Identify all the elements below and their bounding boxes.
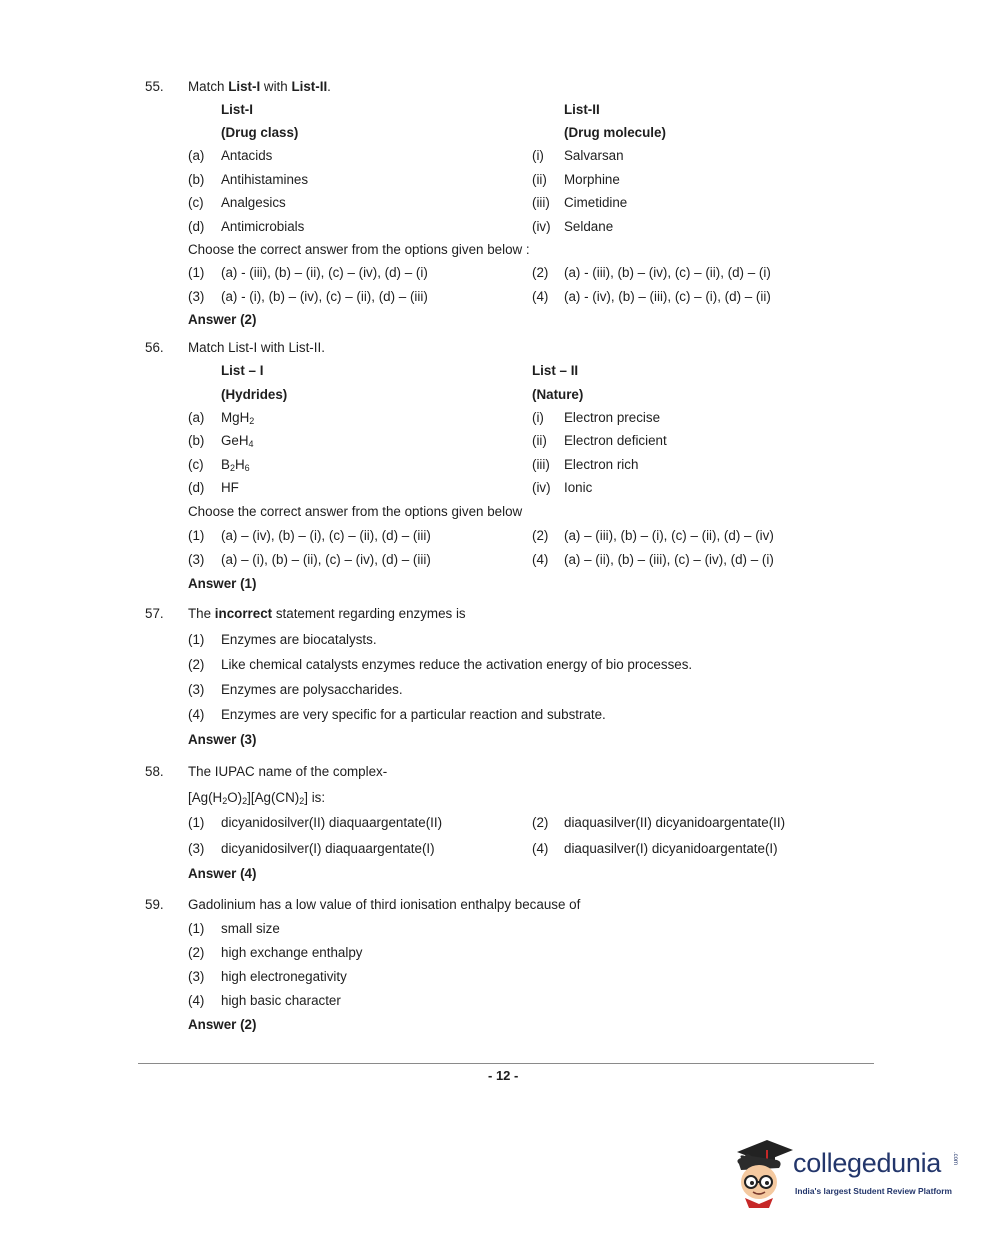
option-key: (1) bbox=[188, 632, 205, 647]
row-value: Electron rich bbox=[564, 457, 639, 472]
row-key: (i) bbox=[532, 410, 544, 425]
row-value: Antacids bbox=[221, 148, 273, 163]
list-1-subheading: (Drug class) bbox=[221, 125, 299, 140]
list-2-subheading: (Nature) bbox=[532, 387, 584, 402]
option-text: Like chemical catalysts enzymes reduce the activation energy of bio processes. bbox=[221, 657, 693, 672]
option-key: (2) bbox=[532, 815, 549, 830]
option-text: (a) - (iii), (b) – (iv), (c) – (ii), (d) – (i) bbox=[564, 265, 771, 280]
option-key: (2) bbox=[188, 945, 205, 960]
row-value: Salvarsan bbox=[564, 148, 624, 163]
question-stem: The incorrect statement regarding enzymes is bbox=[188, 606, 466, 621]
option-text: dicyanidosilver(I) diaquaargentate(I) bbox=[221, 841, 435, 856]
option-text: (a) - (i), (b) – (iv), (c) – (ii), (d) – (iii) bbox=[221, 289, 428, 304]
row-formula: GeH$_4$ bbox=[221, 433, 254, 449]
page-number: - 12 - bbox=[488, 1068, 519, 1083]
option-text: diaquasilver(I) dicyanidoargentate(I) bbox=[564, 841, 778, 856]
option-text: high exchange enthalpy bbox=[221, 945, 363, 960]
option-key: (1) bbox=[188, 921, 205, 936]
mascot-icon bbox=[733, 1138, 795, 1210]
option-text: (a) - (iii), (b) – (ii), (c) – (iv), (d) – (i) bbox=[221, 265, 428, 280]
row-key: (d) bbox=[188, 219, 205, 234]
option-text: diaquasilver(II) dicyanidoargentate(II) bbox=[564, 815, 786, 830]
instruction: Choose the correct answer from the options given below : bbox=[188, 242, 530, 257]
row-key: (ii) bbox=[532, 172, 547, 187]
option-text: (a) – (ii), (b) – (iii), (c) – (iv), (d) – (i) bbox=[564, 552, 774, 567]
option-key: (2) bbox=[532, 528, 549, 543]
question-number: 59. bbox=[145, 897, 164, 912]
answer: Answer (3) bbox=[188, 732, 257, 747]
list-1-subheading: (Hydrides) bbox=[221, 387, 288, 402]
row-key: (iii) bbox=[532, 457, 550, 472]
option-text: Enzymes are very specific for a particular reaction and substrate. bbox=[221, 707, 606, 722]
option-text: Enzymes are biocatalysts. bbox=[221, 632, 377, 647]
answer: Answer (1) bbox=[188, 576, 257, 591]
complex-formula: $[Ag(H_2O)_2][Ag(CN)_2]$ is: bbox=[188, 790, 326, 806]
option-key: (3) bbox=[188, 682, 205, 697]
option-key: (3) bbox=[188, 969, 205, 984]
row-key: (iii) bbox=[532, 195, 550, 210]
row-value: Electron precise bbox=[564, 410, 661, 425]
row-key: (a) bbox=[188, 410, 205, 425]
row-key: (iv) bbox=[532, 219, 551, 234]
option-key: (2) bbox=[188, 657, 205, 672]
row-value: Antimicrobials bbox=[221, 219, 305, 234]
question-number: 56. bbox=[145, 340, 164, 355]
row-value: Analgesics bbox=[221, 195, 286, 210]
option-key: (4) bbox=[532, 552, 549, 567]
row-key: (ii) bbox=[532, 433, 547, 448]
list-2-heading: List – II bbox=[532, 363, 579, 378]
option-key: (3) bbox=[188, 289, 205, 304]
question-number: 57. bbox=[145, 606, 164, 621]
footer-divider bbox=[138, 1063, 874, 1064]
list-1-heading: List – I bbox=[221, 363, 264, 378]
row-value: Electron deficient bbox=[564, 433, 667, 448]
option-key: (3) bbox=[188, 552, 205, 567]
row-key: (b) bbox=[188, 172, 205, 187]
option-key: (2) bbox=[532, 265, 549, 280]
row-key: (a) bbox=[188, 148, 205, 163]
question-number: 55. bbox=[145, 79, 164, 94]
option-text: small size bbox=[221, 921, 280, 936]
answer: Answer (2) bbox=[188, 312, 257, 327]
list-2-subheading: (Drug molecule) bbox=[564, 125, 666, 140]
option-key: (3) bbox=[188, 841, 205, 856]
question-stem: The IUPAC name of the complex- bbox=[188, 764, 388, 779]
list-2-heading: List-II bbox=[564, 102, 600, 117]
option-key: (1) bbox=[188, 815, 205, 830]
option-text: high basic character bbox=[221, 993, 341, 1008]
list-1-heading: List-I bbox=[221, 102, 253, 117]
option-text: high electronegativity bbox=[221, 969, 347, 984]
row-formula: MgH$_2$ bbox=[221, 410, 255, 426]
option-key: (1) bbox=[188, 265, 205, 280]
row-key: (c) bbox=[188, 457, 204, 472]
option-key: (4) bbox=[188, 707, 205, 722]
option-text: dicyanidosilver(II) diaquaargentate(II) bbox=[221, 815, 443, 830]
collegedunia-logo bbox=[733, 1138, 961, 1210]
row-value: Seldane bbox=[564, 219, 614, 234]
logo-tld: .com bbox=[952, 1152, 958, 1166]
question-stem: Match List-I with List-II. bbox=[188, 340, 325, 355]
question-number: 58. bbox=[145, 764, 164, 779]
row-key: (b) bbox=[188, 433, 205, 448]
option-text: (a) – (i), (b) – (ii), (c) – (iv), (d) – (iii) bbox=[221, 552, 431, 567]
option-text: (a) – (iii), (b) – (i), (c) – (ii), (d) – (iv) bbox=[564, 528, 774, 543]
row-value: Ionic bbox=[564, 480, 593, 495]
row-key: (c) bbox=[188, 195, 204, 210]
question-stem: Gadolinium has a low value of third ionisation enthalpy because of bbox=[188, 897, 581, 912]
row-formula: $B_2H_6$ bbox=[221, 457, 250, 473]
row-value: Cimetidine bbox=[564, 195, 628, 210]
question-stem: Match List-I with List-II. bbox=[188, 79, 331, 94]
row-value: Morphine bbox=[564, 172, 620, 187]
option-key: (4) bbox=[188, 993, 205, 1008]
logo-tagline: India's largest Student Review Platform bbox=[795, 1186, 952, 1196]
row-key: (i) bbox=[532, 148, 544, 163]
option-key: (4) bbox=[532, 841, 549, 856]
row-key: (d) bbox=[188, 480, 205, 495]
row-formula: HF bbox=[221, 480, 239, 495]
answer: Answer (4) bbox=[188, 866, 257, 881]
option-key: (4) bbox=[532, 289, 549, 304]
row-key: (iv) bbox=[532, 480, 551, 495]
option-text: (a) - (iv), (b) – (iii), (c) – (i), (d) – (ii) bbox=[564, 289, 771, 304]
answer: Answer (2) bbox=[188, 1017, 257, 1032]
row-value: Antihistamines bbox=[221, 172, 309, 187]
option-text: (a) – (iv), (b) – (i), (c) – (ii), (d) – (iii) bbox=[221, 528, 431, 543]
logo-wordmark: collegedunia bbox=[793, 1148, 942, 1178]
option-text: Enzymes are polysaccharides. bbox=[221, 682, 403, 697]
instruction: Choose the correct answer from the options given below bbox=[188, 504, 523, 519]
option-key: (1) bbox=[188, 528, 205, 543]
